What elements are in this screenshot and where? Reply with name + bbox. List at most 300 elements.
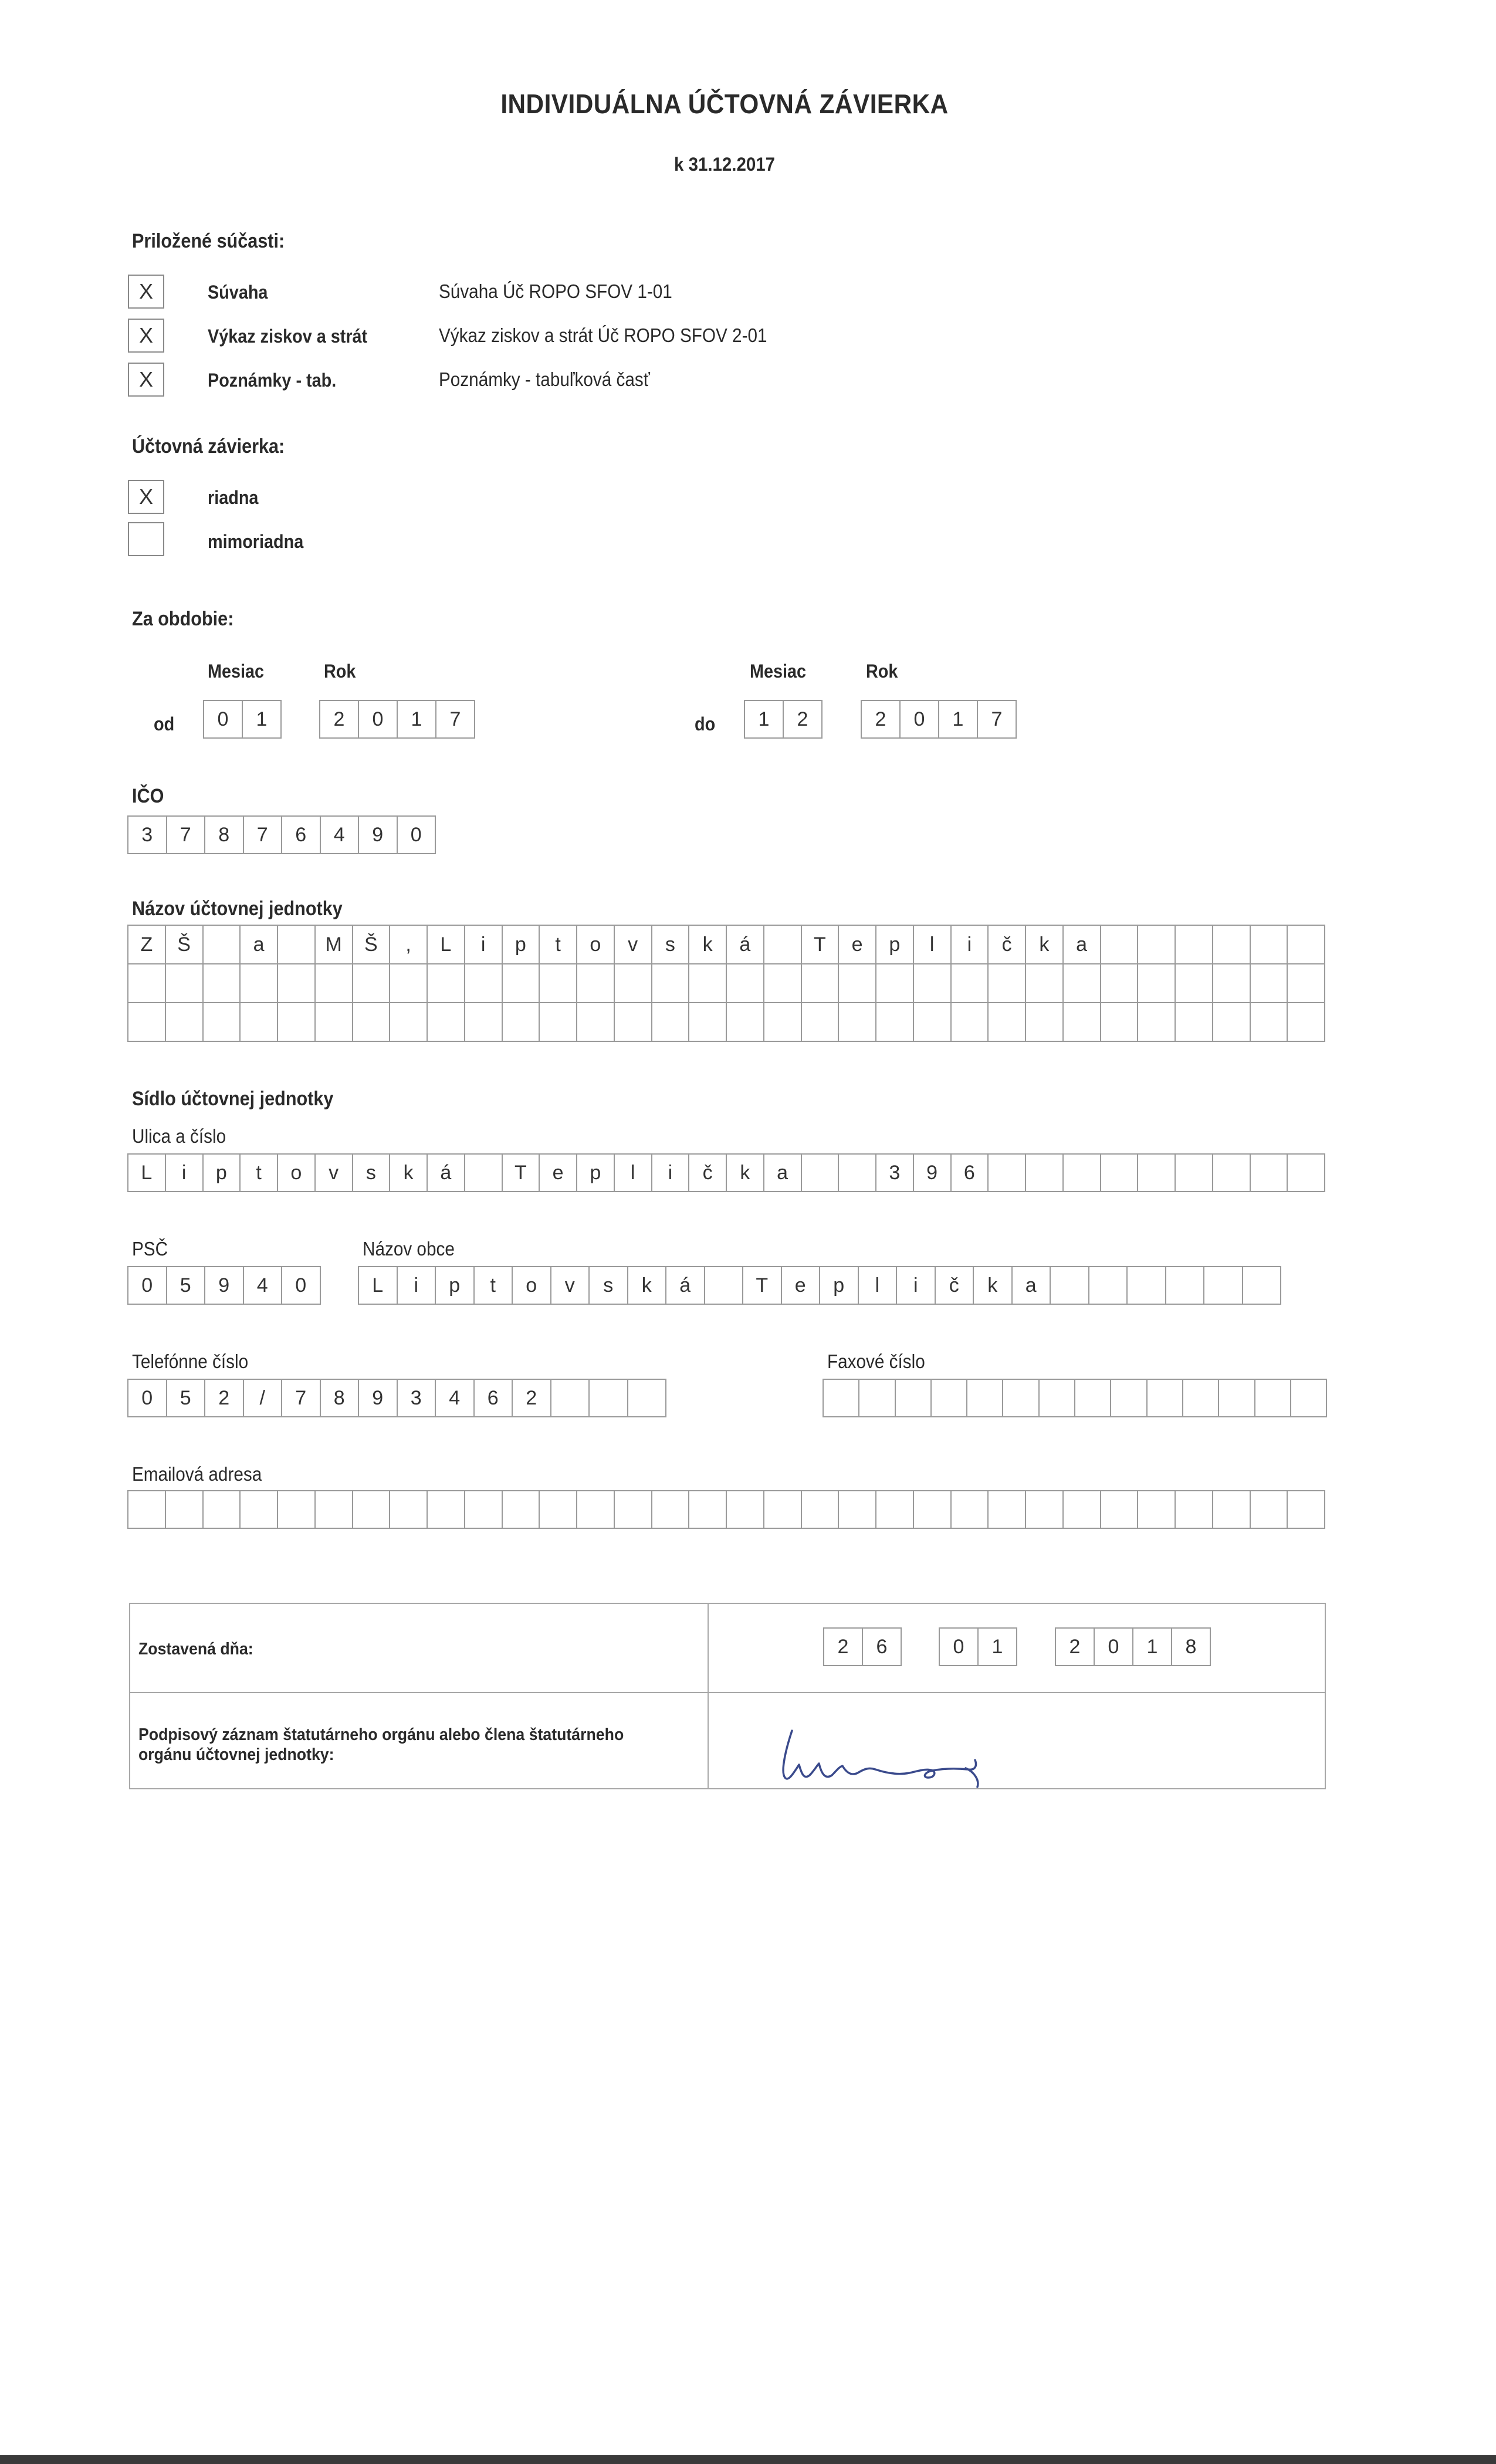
grid-cell: 6 — [282, 817, 321, 853]
grid-cell: L — [428, 926, 465, 963]
grid-cell: v — [615, 926, 652, 963]
grid-cell: k — [1026, 926, 1064, 963]
grid-cell — [390, 1491, 428, 1528]
period-to-year-label: Rok — [866, 661, 898, 682]
period-from-year-label: Rok — [324, 661, 356, 682]
period-to-year-grid[interactable] — [861, 700, 1017, 739]
grid-cell: 9 — [359, 1380, 398, 1416]
grid-cell: 8 — [205, 817, 244, 853]
grid-cell — [465, 1491, 503, 1528]
grid-cell: 3 — [398, 1380, 436, 1416]
grid-cell — [590, 1380, 628, 1416]
grid-cell: 7 — [978, 701, 1017, 737]
attachment-description: Poznámky - tabuľková časť — [439, 368, 650, 390]
grid-cell — [1251, 1003, 1288, 1041]
grid-cell — [689, 1491, 727, 1528]
grid-cell — [540, 1003, 577, 1041]
grid-cell: 7 — [244, 817, 283, 853]
grid-cell — [952, 964, 989, 1002]
grid-cell — [465, 1003, 503, 1041]
grid-cell — [839, 964, 876, 1002]
closing-option-label: riadna — [208, 487, 259, 508]
grid-cell: e — [839, 926, 876, 963]
grid-cell — [1101, 926, 1139, 963]
attachment-checkbox-suvaha[interactable]: X — [128, 275, 164, 309]
grid-cell — [1288, 1491, 1325, 1528]
grid-cell: T — [503, 1155, 540, 1191]
grid-cell — [1204, 1267, 1243, 1304]
grid-cell — [764, 1491, 802, 1528]
grid-cell — [540, 964, 577, 1002]
grid-cell: i — [952, 926, 989, 963]
period-to-label: do — [695, 713, 716, 735]
grid-cell — [1075, 1380, 1111, 1416]
grid-cell: 2 — [205, 1380, 244, 1416]
grid-cell: T — [743, 1267, 782, 1304]
grid-cell: k — [727, 1155, 764, 1191]
grid-cell — [316, 1491, 353, 1528]
grid-cell — [390, 964, 428, 1002]
attachment-checkbox-vykaz[interactable]: X — [128, 319, 164, 353]
grid-cell: 0 — [359, 701, 398, 737]
grid-cell — [1213, 1155, 1251, 1191]
grid-cell — [428, 1491, 465, 1528]
grid-cell: 0 — [128, 1380, 167, 1416]
email-grid[interactable] — [127, 1490, 1325, 1529]
grid-cell — [1101, 1003, 1139, 1041]
grid-cell — [316, 964, 353, 1002]
grid-cell: 9 — [205, 1267, 244, 1304]
compiled-year-grid[interactable] — [1055, 1627, 1211, 1666]
grid-cell — [914, 1003, 952, 1041]
grid-cell — [241, 964, 278, 1002]
grid-cell: p — [577, 1155, 615, 1191]
grid-cell: 9 — [914, 1155, 952, 1191]
grid-cell — [652, 964, 690, 1002]
grid-cell: 0 — [398, 817, 436, 853]
grid-cell — [914, 1491, 952, 1528]
attachment-description: Súvaha Úč ROPO SFOV 1-01 — [439, 280, 672, 302]
grid-cell — [989, 1155, 1026, 1191]
signature-label: Podpisový záznam štatutárneho orgánu alebo člena štatutárneho orgánu účtovnej jednotky: — [138, 1725, 624, 1764]
grid-cell — [1291, 1380, 1327, 1416]
grid-cell: 4 — [321, 817, 360, 853]
grid-cell — [1243, 1267, 1282, 1304]
grid-cell: 1 — [398, 701, 436, 737]
grid-cell — [1176, 1491, 1213, 1528]
grid-cell — [278, 1491, 316, 1528]
grid-cell: T — [802, 926, 840, 963]
grid-cell — [353, 1491, 391, 1528]
grid-cell — [1166, 1267, 1205, 1304]
grid-cell — [764, 1003, 802, 1041]
grid-cell — [932, 1380, 967, 1416]
grid-cell: L — [128, 1155, 166, 1191]
phone-grid[interactable] — [127, 1379, 666, 1417]
grid-cell — [128, 1003, 166, 1041]
grid-cell — [727, 1491, 764, 1528]
grid-cell: 1 — [243, 701, 282, 737]
grid-cell: 2 — [513, 1380, 551, 1416]
grid-cell: e — [782, 1267, 821, 1304]
grid-cell — [1101, 1155, 1139, 1191]
table-divider — [130, 1692, 1325, 1693]
grid-cell: 7 — [436, 701, 475, 737]
grid-cell — [353, 964, 391, 1002]
grid-cell — [1040, 1380, 1075, 1416]
grid-cell: 1 — [1133, 1629, 1172, 1665]
grid-cell: a — [1064, 926, 1101, 963]
grid-cell — [876, 964, 914, 1002]
grid-cell: 5 — [167, 1380, 206, 1416]
grid-cell: p — [204, 1155, 241, 1191]
grid-cell — [577, 1491, 615, 1528]
entity-name-grid-row-2[interactable] — [127, 963, 1325, 1003]
table-divider — [708, 1604, 709, 1788]
grid-cell: Š — [353, 926, 391, 963]
page-title: INDIVIDUÁLNA ÚČTOVNÁ ZÁVIERKA — [500, 89, 949, 119]
compiled-day-grid[interactable] — [823, 1627, 902, 1666]
psc-grid[interactable] — [127, 1266, 321, 1305]
grid-cell — [1026, 1491, 1064, 1528]
grid-cell — [166, 1003, 204, 1041]
grid-cell — [166, 964, 204, 1002]
grid-cell: p — [820, 1267, 859, 1304]
closing-checkbox-extraordinary[interactable] — [128, 522, 164, 556]
grid-cell — [1111, 1380, 1147, 1416]
ico-grid[interactable] — [127, 815, 436, 854]
grid-cell — [615, 964, 652, 1002]
grid-cell — [428, 964, 465, 1002]
email-label: Emailová adresa — [132, 1463, 262, 1485]
grid-cell: 7 — [282, 1380, 321, 1416]
grid-cell — [1101, 964, 1139, 1002]
grid-cell: o — [577, 926, 615, 963]
grid-cell — [727, 1003, 764, 1041]
grid-cell — [1003, 1380, 1039, 1416]
ico-label: IČO — [132, 785, 164, 807]
grid-cell — [1138, 926, 1176, 963]
attachment-name: Poznámky - tab. — [208, 370, 337, 391]
grid-cell — [1026, 1155, 1064, 1191]
grid-cell — [1255, 1380, 1291, 1416]
grid-cell: i — [465, 926, 503, 963]
city-grid[interactable] — [358, 1266, 1281, 1305]
grid-cell — [204, 1003, 241, 1041]
fax-grid[interactable] — [823, 1379, 1327, 1417]
grid-cell — [1089, 1267, 1128, 1304]
grid-cell — [166, 1491, 204, 1528]
grid-cell: č — [936, 1267, 974, 1304]
grid-cell: 3 — [128, 817, 167, 853]
grid-cell — [727, 964, 764, 1002]
grid-cell — [503, 964, 540, 1002]
grid-cell — [1288, 964, 1325, 1002]
period-from-month-label: Mesiac — [208, 661, 265, 682]
grid-cell — [278, 1003, 316, 1041]
grid-cell — [1288, 1155, 1325, 1191]
attachments-heading: Priložené súčasti: — [132, 230, 285, 252]
grid-cell — [1148, 1380, 1183, 1416]
grid-cell — [1064, 1003, 1101, 1041]
street-grid[interactable] — [127, 1153, 1325, 1192]
grid-cell — [689, 1003, 727, 1041]
page-subtitle: k 31.12.2017 — [674, 154, 775, 175]
grid-cell — [876, 1491, 914, 1528]
grid-cell — [839, 1003, 876, 1041]
grid-cell — [1138, 964, 1176, 1002]
grid-cell — [1176, 926, 1213, 963]
grid-cell: 0 — [128, 1267, 167, 1304]
psc-label: PSČ — [132, 1238, 168, 1260]
grid-cell — [839, 1491, 876, 1528]
grid-cell — [1288, 1003, 1325, 1041]
scan-edge — [0, 2455, 1496, 2464]
grid-cell: i — [897, 1267, 936, 1304]
grid-cell — [1026, 964, 1064, 1002]
grid-cell — [128, 1491, 166, 1528]
grid-cell: 3 — [876, 1155, 914, 1191]
grid-cell — [615, 1491, 652, 1528]
handwritten-signature — [769, 1719, 1015, 1789]
period-from-month-grid[interactable] — [203, 700, 282, 739]
grid-cell — [1138, 1155, 1176, 1191]
grid-cell — [241, 1491, 278, 1528]
grid-cell — [1251, 1491, 1288, 1528]
grid-cell — [241, 1003, 278, 1041]
attachment-checkbox-poznamky[interactable]: X — [128, 363, 164, 397]
grid-cell — [824, 1380, 859, 1416]
grid-cell — [1251, 964, 1288, 1002]
grid-cell: v — [551, 1267, 590, 1304]
grid-cell: o — [513, 1267, 551, 1304]
grid-cell — [764, 926, 802, 963]
grid-cell: p — [876, 926, 914, 963]
grid-cell — [876, 1003, 914, 1041]
grid-cell — [1213, 1491, 1251, 1528]
grid-cell — [503, 1491, 540, 1528]
grid-cell — [802, 964, 840, 1002]
grid-cell — [967, 1380, 1003, 1416]
grid-cell: 8 — [321, 1380, 360, 1416]
grid-cell: 1 — [979, 1629, 1017, 1665]
grid-cell: , — [390, 926, 428, 963]
closing-type-heading: Účtovná závierka: — [132, 435, 285, 458]
grid-cell — [652, 1003, 690, 1041]
grid-cell: i — [398, 1267, 436, 1304]
grid-cell: á — [428, 1155, 465, 1191]
fax-label: Faxové číslo — [827, 1351, 925, 1372]
grid-cell — [204, 926, 241, 963]
grid-cell: Š — [166, 926, 204, 963]
grid-cell — [1064, 1155, 1101, 1191]
attachment-name: Súvaha — [208, 282, 268, 303]
grid-cell — [128, 964, 166, 1002]
grid-cell — [896, 1380, 932, 1416]
grid-cell — [802, 1491, 840, 1528]
grid-cell — [802, 1003, 840, 1041]
compiled-month-grid[interactable] — [939, 1627, 1017, 1666]
grid-cell: i — [166, 1155, 204, 1191]
grid-cell — [689, 964, 727, 1002]
grid-cell — [628, 1380, 667, 1416]
grid-cell: s — [652, 926, 690, 963]
grid-cell — [764, 964, 802, 1002]
compiled-date-label: Zostavená dňa: — [138, 1640, 253, 1659]
grid-cell: 2 — [862, 701, 901, 737]
grid-cell: 4 — [436, 1380, 475, 1416]
grid-cell: 6 — [475, 1380, 513, 1416]
grid-cell: v — [316, 1155, 353, 1191]
grid-cell: k — [689, 926, 727, 963]
grid-cell — [278, 926, 316, 963]
grid-cell — [839, 1155, 876, 1191]
grid-cell — [1251, 1155, 1288, 1191]
grid-cell — [914, 964, 952, 1002]
grid-cell — [1176, 1155, 1213, 1191]
grid-cell — [1176, 1003, 1213, 1041]
grid-cell: 0 — [282, 1267, 321, 1304]
grid-cell — [989, 1003, 1026, 1041]
grid-cell: č — [989, 926, 1026, 963]
grid-cell: M — [316, 926, 353, 963]
grid-cell: a — [764, 1155, 802, 1191]
grid-cell — [1101, 1491, 1139, 1528]
grid-cell — [1064, 1491, 1101, 1528]
grid-cell — [989, 964, 1026, 1002]
grid-cell: č — [689, 1155, 727, 1191]
grid-cell — [952, 1491, 989, 1528]
grid-cell: k — [974, 1267, 1013, 1304]
grid-cell — [204, 964, 241, 1002]
grid-cell — [859, 1380, 895, 1416]
grid-cell: 0 — [901, 701, 939, 737]
grid-cell: i — [652, 1155, 690, 1191]
grid-cell: L — [359, 1267, 398, 1304]
grid-cell: 6 — [952, 1155, 989, 1191]
grid-cell: 5 — [167, 1267, 206, 1304]
grid-cell — [428, 1003, 465, 1041]
entity-name-grid-row-1[interactable] — [127, 925, 1325, 964]
period-to-month-label: Mesiac — [750, 661, 807, 682]
grid-cell — [577, 964, 615, 1002]
closing-checkbox-regular[interactable]: X — [128, 480, 164, 514]
grid-cell — [540, 1491, 577, 1528]
grid-cell — [353, 1003, 391, 1041]
city-label: Názov obce — [363, 1238, 455, 1260]
period-to-month-grid[interactable] — [744, 700, 823, 739]
grid-cell — [1138, 1491, 1176, 1528]
street-label: Ulica a číslo — [132, 1125, 226, 1147]
grid-cell: 2 — [1056, 1629, 1095, 1665]
grid-cell: a — [1013, 1267, 1051, 1304]
grid-cell — [1288, 926, 1325, 963]
grid-cell: 2 — [824, 1629, 863, 1665]
grid-cell: á — [666, 1267, 705, 1304]
grid-cell: e — [540, 1155, 577, 1191]
grid-cell: k — [390, 1155, 428, 1191]
period-heading: Za obdobie: — [132, 608, 234, 630]
grid-cell: s — [353, 1155, 391, 1191]
grid-cell: p — [436, 1267, 475, 1304]
grid-cell — [1128, 1267, 1166, 1304]
grid-cell: l — [859, 1267, 898, 1304]
grid-cell — [1138, 1003, 1176, 1041]
grid-cell — [503, 1003, 540, 1041]
grid-cell — [316, 1003, 353, 1041]
grid-cell: 6 — [863, 1629, 902, 1665]
grid-cell: Z — [128, 926, 166, 963]
grid-cell — [465, 1155, 503, 1191]
grid-cell — [1213, 1003, 1251, 1041]
grid-cell — [952, 1003, 989, 1041]
grid-cell: 1 — [939, 701, 978, 737]
grid-cell — [615, 1003, 652, 1041]
grid-cell: t — [475, 1267, 513, 1304]
grid-cell — [465, 964, 503, 1002]
grid-cell — [652, 1491, 690, 1528]
grid-cell — [802, 1155, 840, 1191]
grid-cell: 1 — [745, 701, 784, 737]
grid-cell: a — [241, 926, 278, 963]
period-from-label: od — [154, 713, 175, 735]
grid-cell — [1026, 1003, 1064, 1041]
attachment-name: Výkaz ziskov a strát — [208, 326, 368, 347]
grid-cell — [1219, 1380, 1255, 1416]
grid-cell: 2 — [784, 701, 823, 737]
phone-label: Telefónne číslo — [132, 1351, 249, 1372]
entity-name-label: Názov účtovnej jednotky — [132, 898, 343, 920]
grid-cell — [1176, 964, 1213, 1002]
grid-cell — [1051, 1267, 1089, 1304]
grid-cell: 4 — [244, 1267, 283, 1304]
grid-cell — [1183, 1380, 1219, 1416]
grid-cell: p — [503, 926, 540, 963]
closing-option-label: mimoriadna — [208, 531, 304, 552]
grid-cell — [551, 1380, 590, 1416]
grid-cell — [390, 1003, 428, 1041]
grid-cell: k — [628, 1267, 667, 1304]
grid-cell: t — [241, 1155, 278, 1191]
grid-cell — [278, 964, 316, 1002]
period-from-year-grid[interactable] — [319, 700, 475, 739]
grid-cell — [989, 1491, 1026, 1528]
grid-cell: 0 — [1095, 1629, 1133, 1665]
grid-cell: á — [727, 926, 764, 963]
grid-cell: l — [615, 1155, 652, 1191]
grid-cell — [1213, 964, 1251, 1002]
attachment-description: Výkaz ziskov a strát Úč ROPO SFOV 2-01 — [439, 324, 767, 346]
grid-cell — [577, 1003, 615, 1041]
grid-cell: 0 — [940, 1629, 979, 1665]
signature-stroke — [783, 1731, 978, 1787]
entity-name-grid-row-3[interactable] — [127, 1002, 1325, 1042]
grid-cell: o — [278, 1155, 316, 1191]
grid-cell — [204, 1491, 241, 1528]
grid-cell: s — [590, 1267, 628, 1304]
grid-cell: 8 — [1172, 1629, 1211, 1665]
grid-cell: l — [914, 926, 952, 963]
grid-cell: 9 — [359, 817, 398, 853]
grid-cell: / — [244, 1380, 283, 1416]
grid-cell — [1251, 926, 1288, 963]
grid-cell: 2 — [320, 701, 359, 737]
grid-cell: 7 — [167, 817, 206, 853]
grid-cell — [1064, 964, 1101, 1002]
grid-cell — [705, 1267, 744, 1304]
seat-heading: Sídlo účtovnej jednotky — [132, 1088, 334, 1110]
grid-cell: t — [540, 926, 577, 963]
